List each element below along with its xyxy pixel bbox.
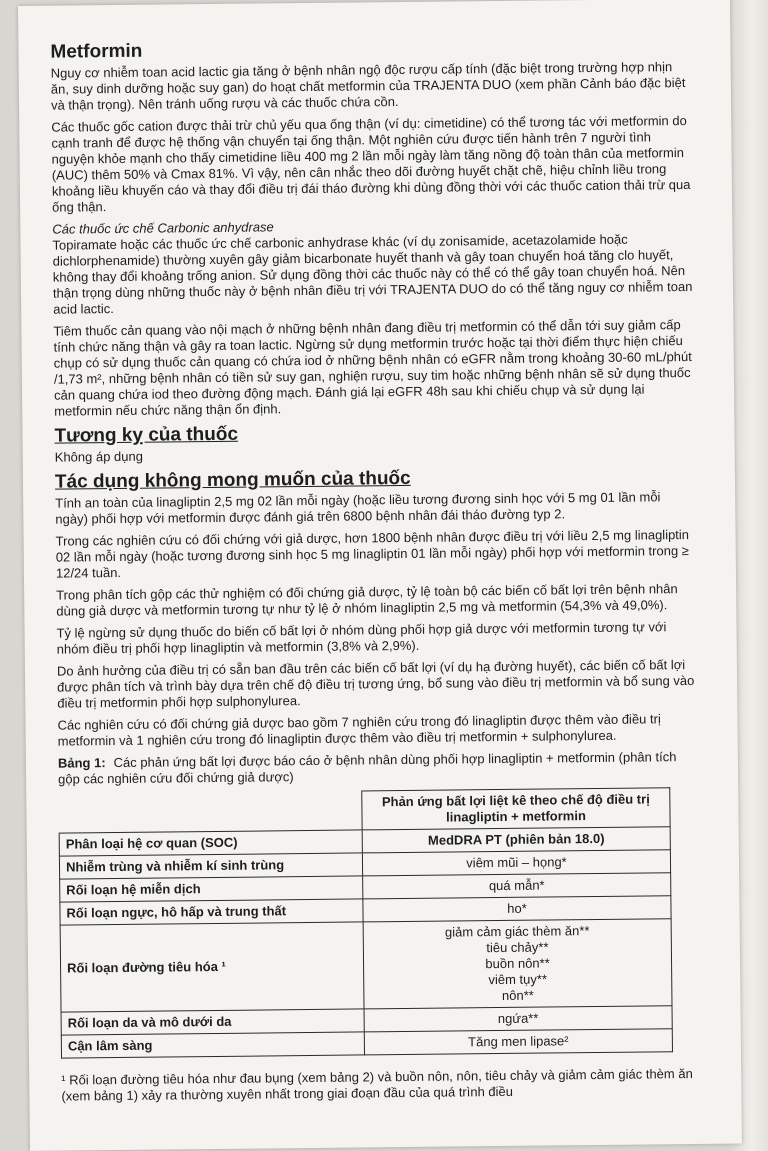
table-caption-label: Bảng 1: bbox=[57, 755, 106, 771]
table-cell-soc: Rối loạn đường tiêu hóa ¹ bbox=[60, 922, 364, 1012]
table-caption bbox=[58, 749, 698, 788]
table-cell-soc: Cận lâm sàng bbox=[61, 1032, 364, 1058]
metformin-paragraph-1: Nguy cơ nhiễm toan acid lactic gia tăng ở bệnh nhân ngộ độc rượu cấp tính (đặc biệt trong trường hợp nhịn ăn, suy dinh dưỡng hoặc suy gan) do hoạt chất metformin của TRAJENTA DUO (xem phần Cảnh báo đặc biệt và thận trọng). Nên tránh uống rượu và các thuốc chứa cồn. bbox=[50, 59, 686, 113]
table-row bbox=[60, 919, 672, 1012]
table-empty-corner bbox=[59, 791, 362, 833]
table-cell-value: buồn nôn** bbox=[485, 955, 550, 972]
section-title-adverse-effects: Tác dụng không mong muốn của thuốc bbox=[54, 467, 411, 493]
table-cell-value: viêm tụy** bbox=[488, 971, 548, 988]
metformin-paragraph-3: Topiramate hoặc các thuốc ức chế carbonic anhydrase khác (ví dụ zonisamide, acetazolamide hoặc dichlorphenamide) thường xuyên gây giảm bicarbonate huyết thanh và gây toan chuyển hoá tăng clo huyết, không thay đổi khoảng trống anion. Sử dụng đồng thời các thuốc này có thể có thể gây toan chuyển hoá. Nên thận trọng dùng những thuốc này ở bệnh nhân điều trị với TRAJENTA DUO do có thể tăng nguy cơ nhiễm toan acid lactic. bbox=[52, 231, 693, 317]
table-cell-soc: Rối loạn da và mô dưới da bbox=[61, 1009, 364, 1035]
adverse-paragraph-6: Các nghiên cứu có đối chứng giả dược bao gồm 7 nghiên cứu trong đó linagliptin được thêm vào điều trị metformin và 1 nghiên cứu trong đó linagliptin được thêm vào điều trị metformin + sulphonylurea. bbox=[57, 711, 661, 749]
adverse-reactions-table bbox=[58, 787, 673, 1058]
table-header-regimen bbox=[362, 788, 670, 830]
table-cell-soc: Nhiễm trùng và nhiễm kí sinh trùng bbox=[59, 853, 362, 879]
adverse-paragraph-3: Trong phân tích gộp các thử nghiệm có đối chứng giả dược, tỷ lệ toàn bộ các biến cố bất lợi trên bệnh nhân dùng giả dược và metformin tương tự như tỷ lệ ở nhóm linagliptin 2,5 mg và metformin (54,3% và 49,0%). bbox=[56, 581, 678, 619]
table-caption-text: Các phản ứng bất lợi được báo cáo ở bệnh nhân dùng phối hợp linagliptin + metformin (phân tích gộp các nghiên cứu đối chứng giả dược) bbox=[58, 749, 677, 787]
table-cell-value-list bbox=[363, 919, 672, 1009]
adverse-paragraph-4: Tỷ lệ ngừng sử dụng thuốc do biến cố bất lợi ở nhóm dùng phối hợp giả dược với metformin tương tự với nhóm điều trị phối hợp linagliptin và metformin (3,8% và 2,9%). bbox=[56, 619, 667, 657]
table-col-soc: Phân loại hệ cơ quan (SOC) bbox=[59, 830, 362, 856]
table-footnote: ¹ Rối loạn đường tiêu hóa như đau bụng (xem bảng 2) và buồn nôn, nôn, tiêu chảy và giảm cảm giác thèm ăn (xem bảng 1) xảy ra thường xuyên nhất trong giai đoạn đầu của quá trình điều bbox=[61, 1065, 693, 1104]
section-title-compatibility: Tương kỵ của thuốc bbox=[54, 423, 239, 447]
compatibility-text: Không áp dụng bbox=[54, 448, 144, 465]
table-cell-value: Tăng men lipase² bbox=[364, 1029, 672, 1055]
table-cell-value: nôn** bbox=[501, 987, 534, 1003]
table-cell-value: ngứa** bbox=[364, 1006, 672, 1032]
table-cell-value: tiêu chảy** bbox=[486, 939, 549, 956]
table-cell-soc: Rối loạn hệ miễn dịch bbox=[60, 876, 363, 902]
subheading-carbonic-anhydrase: Các thuốc ức chế Carbonic anhydrase bbox=[52, 219, 274, 237]
table-cell-value: quá mẫn* bbox=[363, 873, 671, 899]
adverse-paragraph-1: Tính an toàn của linagliptin 2,5 mg 02 lần mỗi ngày (hoặc liều tương đương sinh học với 5 mg 01 lần mỗi ngày) phối hợp với metformin được đánh giá trên 6800 bệnh nhân đái tháo đường typ 2. bbox=[55, 489, 661, 527]
table-cell-soc: Rối loạn ngực, hô hấp và trung thất bbox=[60, 899, 363, 925]
table-header-row-1 bbox=[59, 788, 670, 833]
table-header-line-1: Phản ứng bất lợi liệt kê theo chế độ điều trị bbox=[381, 791, 650, 810]
leaflet-content bbox=[50, 35, 701, 1105]
section-title-metformin: Metformin bbox=[50, 40, 143, 63]
table-cell-value: viêm mũi – họng* bbox=[362, 850, 670, 876]
adverse-paragraph-2: Trong các nghiên cứu có đối chứng với giả dược, hơn 1800 bệnh nhân được điều trị với liều 2,5 mg linagliptin 02 lần mỗi ngày (hoặc tương đương sinh học 5 mg linagliptin 01 lần mỗi ngày) phối hợp với metformin trong ≥ 12/24 tuần. bbox=[55, 527, 690, 581]
table-cell-value: ho* bbox=[363, 896, 671, 922]
leaflet-page bbox=[18, 0, 742, 1151]
table-header-line-2: linagliptin + metformin bbox=[446, 808, 586, 825]
table-cell-value: giảm cảm giác thèm ăn** bbox=[444, 923, 590, 940]
metformin-paragraph-2: Các thuốc gốc cation được thải trừ chủ yếu qua ống thận (ví dụ: cimetidine) có thể tương tác với metformin do cạnh tranh để được hệ thống vận chuyển tại ống thận. Một nghiên cứu được tiến hành trên 7 người tình nguyện khỏe mạnh cho thấy cimetidine liều 400 mg 2 lần mỗi ngày làm tăng nồng độ toàn thân của metformin (AUC) thêm 50% và Cmax 81%. Vì vậy, nên cân nhắc theo dõi đường huyết chặt chẽ, hiệu chỉnh liều trong khoảng liều khuyến cáo và thay đổi điều trị đái tháo đường khi dùng đồng thời với các thuốc cation thải trừ qua ống thận. bbox=[51, 113, 691, 215]
table-col-meddra: MedDRA PT (phiên bản 18.0) bbox=[362, 827, 670, 853]
adverse-paragraph-5: Do ảnh hưởng của điều trị có sẵn ban đầu trên các biến cố bất lợi (ví dụ hạ đường huyết), các biến cố bất lợi được phân tích và trình bày dựa trên chế độ điều trị tương ứng, bổ sung vào điều trị metformin và bổ sung vào điều trị metformin phối hợp sulphonylurea. bbox=[56, 657, 695, 711]
metformin-paragraph-4: Tiêm thuốc cản quang vào nội mạch ở những bệnh nhân đang điều trị metformin có thể dẫn tới suy giảm cấp tính chức năng thận và gây ra toan lactic. Ngừng sử dụng metformin trước hoặc tại thời điểm thực hiện chiếu chụp có sử dụng thuốc cản quang có chứa iod ở những bệnh nhân có eGFR nằm trong khoảng 30-60 mL/phút /1,73 m², những bệnh nhân có tiền sử suy gan, nghiện rượu, suy tim hoặc những bệnh nhân sẽ sử dụng thuốc cản quang chứa iod theo đường động mạch. Đánh giá lại eGFR 48h sau khi chiếu chụp và sử dụng lại metformin nếu chức năng thận ổn định. bbox=[53, 317, 692, 419]
